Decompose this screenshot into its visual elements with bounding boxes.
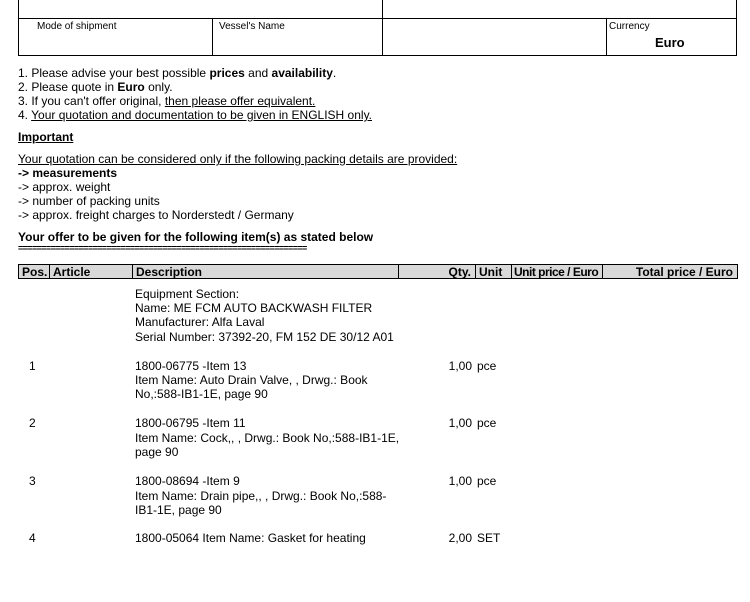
equipment-section-line: Equipment Section: — [135, 287, 240, 301]
column-header-total-price: Total price / Euro — [602, 264, 738, 279]
packing-item: -> approx. freight charges to Norderstedt / Germany — [18, 208, 294, 222]
row-pos: 3 — [29, 474, 36, 488]
row-description-line: page 90 — [135, 445, 179, 459]
instruction-emphasis: prices — [209, 66, 245, 80]
row-unit: pce — [477, 416, 497, 430]
row-pos: 1 — [29, 359, 36, 373]
offer-heading: Your offer to be given for the following item(s) as stated below — [18, 230, 374, 244]
currency-value: Euro — [655, 35, 685, 50]
instruction-text: 2. Please quote in — [18, 80, 118, 94]
mode-of-shipment-label: Mode of shipment — [37, 21, 117, 32]
equipment-name: Name: ME FCM AUTO BACKWASH FILTER — [135, 301, 373, 315]
instruction-3 — [18, 94, 315, 108]
divider — [18, 0, 19, 56]
packing-intro: Your quotation can be considered only if the following packing details are provided: — [18, 152, 458, 166]
row-unit: pce — [477, 474, 497, 488]
column-header-qty: Qty. — [398, 264, 475, 279]
instruction-underlined: Your quotation and documentation to be given in ENGLISH only. — [31, 108, 373, 122]
instruction-text: and — [244, 66, 272, 80]
important-heading: Important — [18, 130, 74, 144]
vessel-name-label: Vessel's Name — [219, 21, 285, 32]
column-header-description: Description — [132, 264, 398, 279]
column-header-article: Article — [49, 264, 132, 279]
packing-item: -> number of packing units — [18, 194, 160, 208]
row-article-line: 1800-08694 -Item 9 — [135, 474, 240, 488]
row-description-line: Item Name: Drain pipe,, , Drwg.: Book No,:588- — [135, 489, 387, 503]
instruction-underlined: then please offer equivalent. — [164, 94, 316, 108]
equipment-serial: Serial Number: 37392-20, FM 152 DE 30/12 A01 — [135, 330, 394, 344]
instruction-2 — [18, 80, 173, 94]
row-qty: 2,00 — [448, 531, 472, 545]
row-description-line: Item Name: Cock,, , Drwg.: Book No,:588-IB1-1E, — [135, 431, 400, 445]
column-header-pos: Pos. — [18, 264, 49, 279]
instruction-text: only. — [144, 80, 173, 94]
instruction-text: 4. — [18, 108, 32, 122]
instruction-text: 1. Please advise your best possible — [18, 66, 210, 80]
packing-item: -> approx. weight — [18, 180, 111, 194]
packing-item: -> measurements — [18, 166, 118, 180]
divider — [382, 0, 383, 56]
row-qty: 1,00 — [448, 474, 472, 488]
row-article-line: 1800-05064 Item Name: Gasket for heating — [135, 531, 366, 545]
shipment-header-box — [18, 0, 737, 56]
instruction-4 — [18, 108, 372, 122]
offer-separator: ============================================================== — [18, 243, 307, 253]
row-qty: 1,00 — [448, 416, 472, 430]
row-pos: 4 — [29, 531, 36, 545]
instruction-1 — [18, 66, 336, 80]
divider — [212, 18, 213, 56]
row-unit: SET — [477, 531, 501, 545]
row-article-line: 1800-06795 -Item 11 — [135, 416, 246, 430]
divider — [18, 18, 737, 19]
instruction-emphasis: Euro — [117, 80, 145, 94]
row-pos: 2 — [29, 416, 36, 430]
instruction-text: . — [332, 66, 337, 80]
divider — [606, 18, 607, 56]
divider — [736, 0, 737, 56]
equipment-manufacturer: Manufacturer: Alfa Laval — [135, 315, 265, 329]
row-unit: pce — [477, 359, 497, 373]
column-header-unit-price: Unit price / Euro — [511, 264, 602, 279]
instruction-emphasis: availability — [271, 66, 333, 80]
instruction-text: 3. If you can't offer original, — [18, 94, 165, 108]
row-description-line: No,:588-IB1-1E, page 90 — [135, 387, 268, 401]
row-description-line: IB1-1E, page 90 — [135, 503, 222, 517]
row-description-line: Item Name: Auto Drain Valve, , Drwg.: Book — [135, 373, 368, 387]
column-header-unit: Unit — [475, 264, 511, 279]
currency-label: Currency — [609, 21, 650, 32]
row-article-line: 1800-06775 -Item 13 — [135, 359, 247, 373]
divider — [18, 55, 737, 56]
row-qty: 1,00 — [448, 359, 472, 373]
